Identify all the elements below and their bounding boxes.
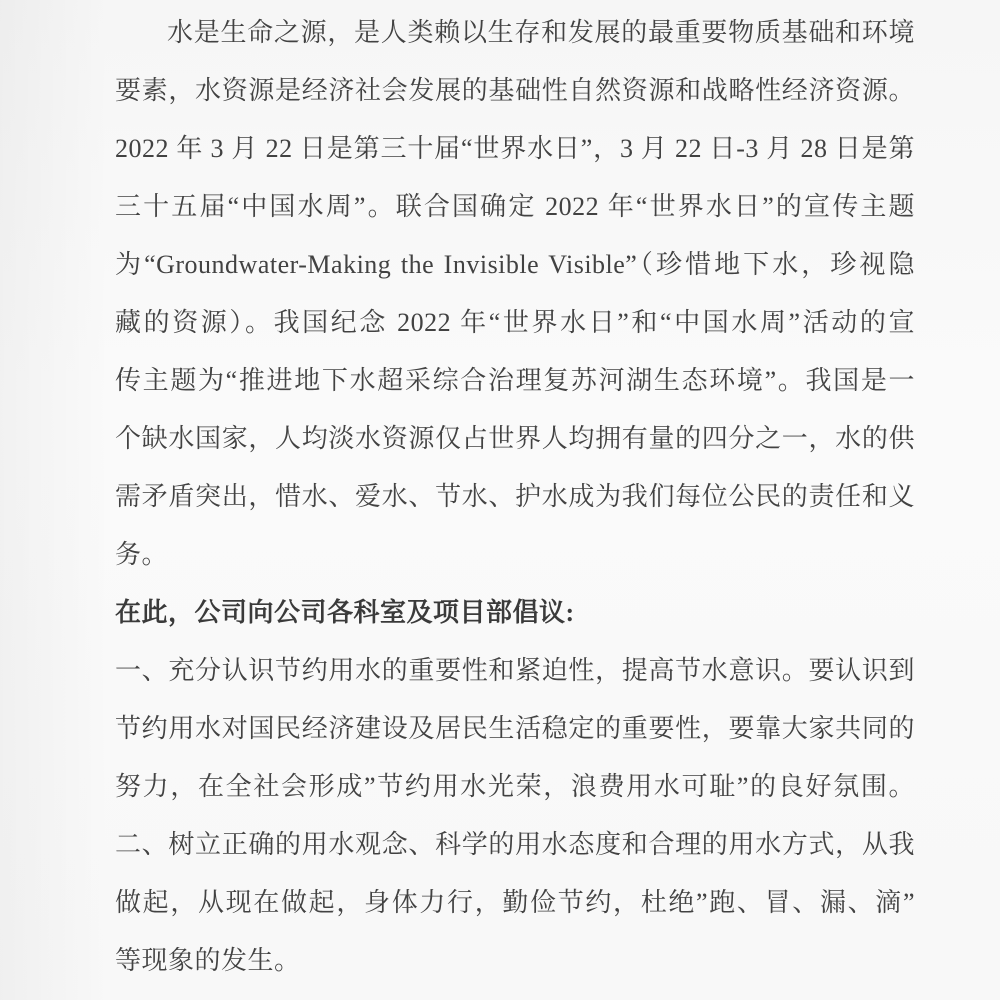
text-line: 等现象的发生。 (115, 946, 301, 975)
text-line: 三十五届“中国水周”。联合国确定 2022 年“世界水日”的宣传主题 (115, 192, 915, 221)
text-line: 务。 (115, 540, 169, 569)
text-line: 二、树立正确的用水观念、科学的用水态度和合理的用水方式，从我 (115, 830, 915, 859)
text-block (115, 4, 915, 990)
text-line: 2022 年 3 月 22 日是第三十届“世界水日”，3 月 22 日-3 月 28 日是第 (115, 134, 915, 163)
text-line: 藏的资源）。我国纪念 2022 年“世界水日”和“中国水周”活动的宣 (115, 308, 915, 337)
text-line: 为“Groundwater-Making the Invisible Visible”（珍惜地下水，珍视隐 (115, 250, 915, 279)
section-heading: 在此，公司向公司各科室及项目部倡议: (115, 598, 575, 627)
text-line: 要素，水资源是经济社会发展的基础性自然资源和战略性经济资源。 (115, 76, 915, 105)
text-line: 个缺水国家，人均淡水资源仅占世界人均拥有量的四分之一，水的供 (115, 424, 915, 453)
text-line: 一、充分认识节约用水的重要性和紧迫性，提高节水意识。要认识到 (115, 656, 915, 685)
text-line: 做起，从现在做起，身体力行，勤俭节约，杜绝”跑、冒、漏、滴” (115, 888, 915, 917)
text-line: 节约用水对国民经济建设及居民生活稳定的重要性，要靠大家共同的 (115, 714, 915, 743)
text-line: 传主题为“推进地下水超采综合治理复苏河湖生态环境”。我国是一 (115, 366, 915, 395)
text-line: 需矛盾突出，惜水、爱水、节水、护水成为我们每位公民的责任和义 (115, 482, 915, 511)
text-line: 努力，在全社会形成”节约用水光荣，浪费用水可耻”的良好氛围。 (115, 772, 915, 801)
text-line: 水是生命之源，是人类赖以生存和发展的最重要物质基础和环境 (167, 18, 915, 47)
